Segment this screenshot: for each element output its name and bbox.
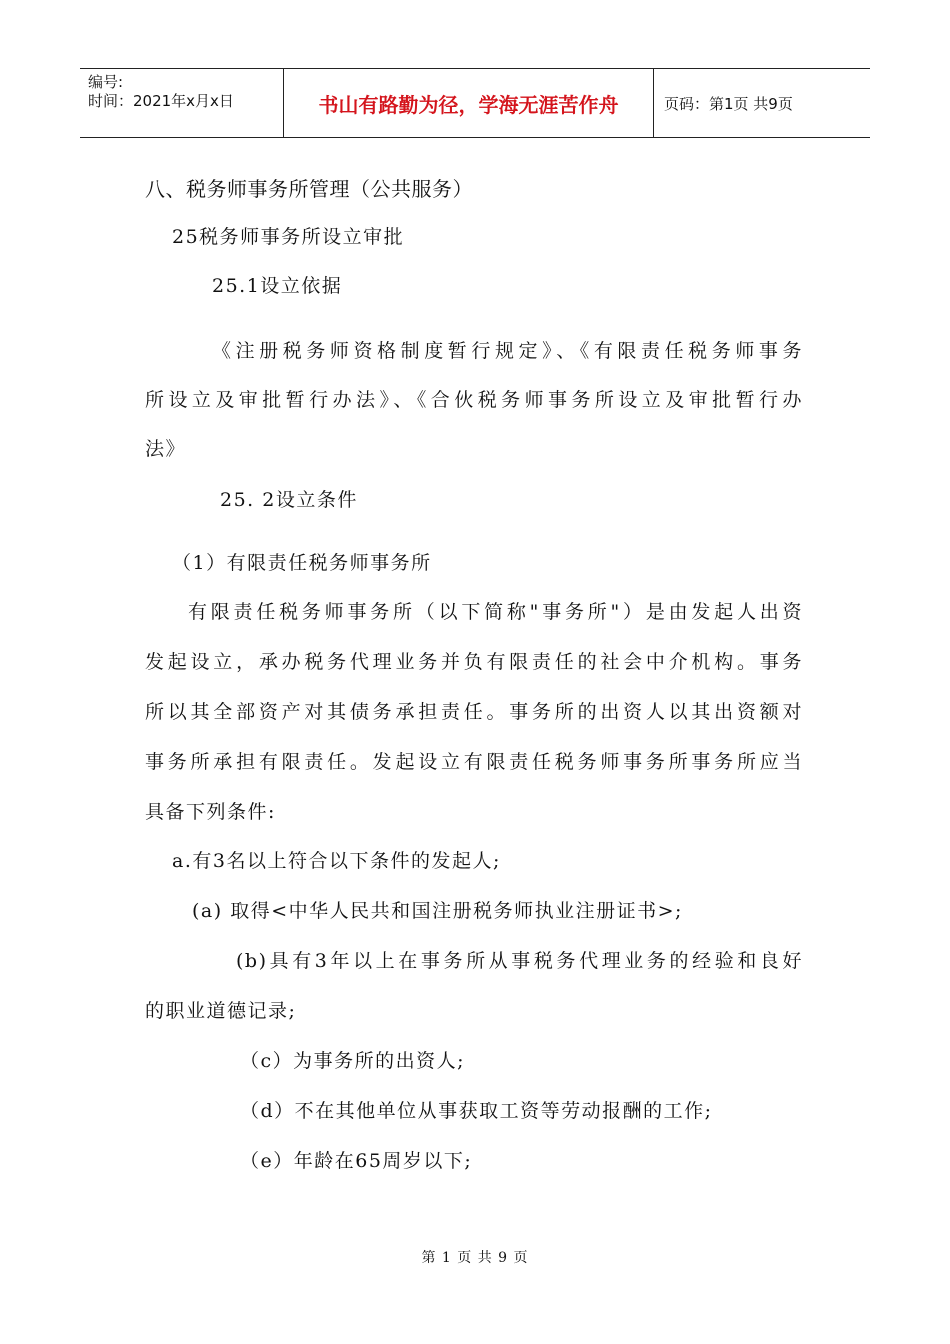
condition-a-b-line-2: 的职业道德记录; (145, 1000, 297, 1022)
item-25-1-heading: 25.1设立依据 (212, 275, 343, 297)
condition-a-b-line-1: (b)具有3年以上在事务所从事税务代理业务的经验和良好 (236, 950, 803, 972)
header-motto: 书山有路勤为径，学海无涯苦作舟 (283, 69, 654, 137)
basis-line-2: 所设立及审批暂行办法》、《合伙税务师事务所设立及审批暂行办 (145, 389, 803, 411)
para1-line-3: 所以其全部资产对其债务承担责任。事务所的出资人以其出资额对 (145, 701, 803, 723)
condition-a-c: （c）为事务所的出资人; (240, 1050, 466, 1072)
section-heading: 八、税务师事务所管理（公共服务） (145, 177, 473, 201)
item-25-2-heading: 25. 2设立条件 (220, 489, 358, 511)
para1-line-2: 发起设立，承办税务代理业务并负有限责任的社会中介机构。事务 (145, 651, 803, 673)
basis-line-3: 法》 (145, 438, 187, 460)
para1-line-4: 事务所承担有限责任。发起设立有限责任税务师事务所事务所应当 (145, 751, 803, 773)
item-25-heading: 25税务师事务所设立审批 (172, 226, 405, 248)
time-label: 时间：2021年x月x日 (88, 92, 234, 110)
sub-heading-1: （1）有限责任税务师事务所 (172, 552, 432, 574)
condition-a: a.有3名以上符合以下条件的发起人; (172, 850, 501, 872)
page-footer: 第 1 页 共 9 页 (421, 1250, 529, 1266)
condition-a-d: （d）不在其他单位从事获取工资等劳动报酬的工作; (240, 1100, 713, 1122)
number-label: 编号: (88, 73, 124, 91)
condition-a-e: （e）年龄在65周岁以下; (240, 1150, 473, 1172)
header-meta (80, 69, 283, 137)
para1-line-1: 有限责任税务师事务所（以下简称"事务所"）是由发起人出资 (188, 601, 803, 623)
condition-a-a: (a) 取得<中华人民共和国注册税务师执业注册证书>; (192, 900, 683, 922)
header-page-label: 页码：第1页 共9页 (664, 94, 793, 113)
para1-line-5: 具备下列条件: (145, 801, 276, 823)
basis-line-1: 《注册税务师资格制度暂行规定》、《有限责任税务师事务 (212, 340, 803, 362)
page-header (80, 68, 870, 138)
